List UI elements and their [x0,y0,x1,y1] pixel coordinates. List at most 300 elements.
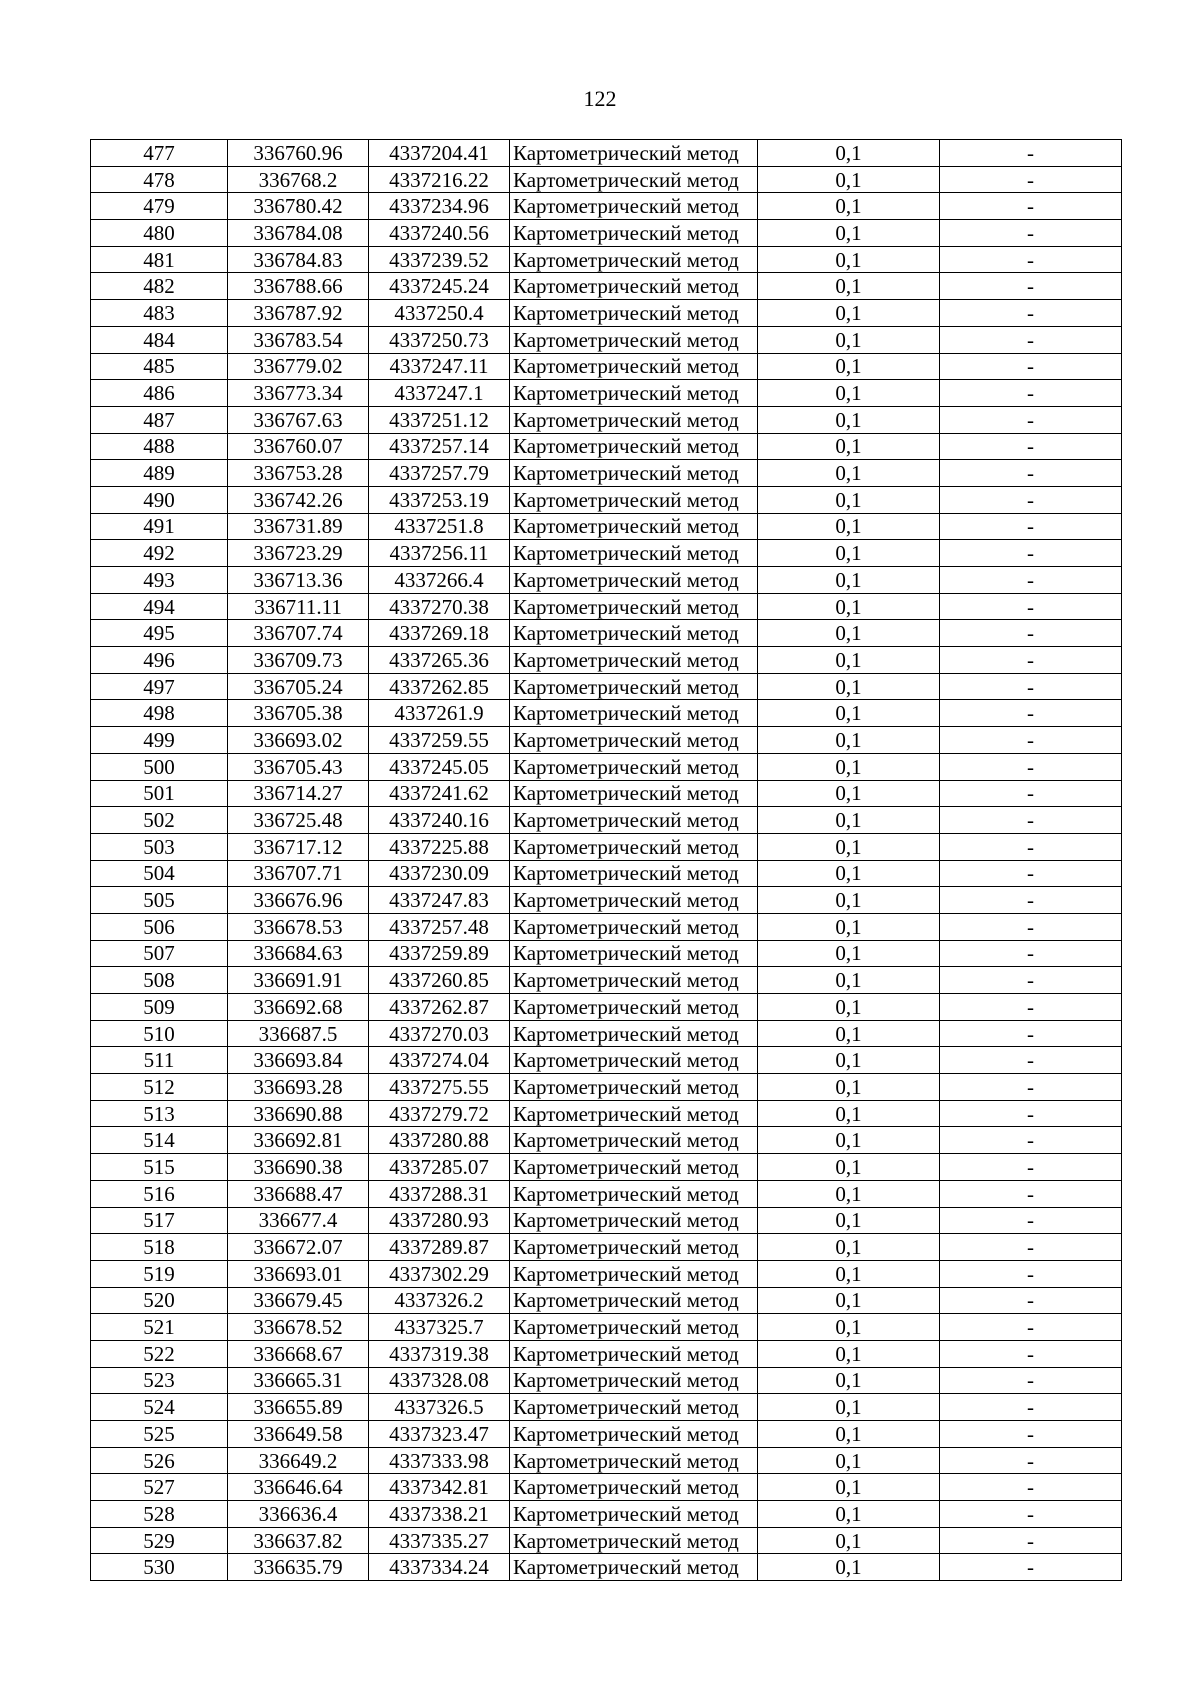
description-cell: - [940,727,1122,754]
y-coordinate-cell: 4337260.85 [369,967,510,994]
table-row [91,700,1122,727]
table-row [91,220,1122,247]
x-coordinate-cell: 336784.83 [228,246,369,273]
y-coordinate-cell: 4337270.03 [369,1020,510,1047]
point-number-cell: 513 [91,1100,228,1127]
accuracy-cell: 0,1 [758,246,940,273]
point-number-cell: 511 [91,1047,228,1074]
description-cell: - [940,940,1122,967]
accuracy-cell: 0,1 [758,1207,940,1234]
y-coordinate-cell: 4337274.04 [369,1047,510,1074]
x-coordinate-cell: 336687.5 [228,1020,369,1047]
description-cell: - [940,620,1122,647]
point-number-cell: 480 [91,220,228,247]
description-cell: - [940,273,1122,300]
y-coordinate-cell: 4337334.24 [369,1554,510,1581]
x-coordinate-cell: 336665.31 [228,1367,369,1394]
description-cell: - [940,1260,1122,1287]
method-cell: Картометрический метод [510,807,758,834]
y-coordinate-cell: 4337259.89 [369,940,510,967]
table-row [91,1100,1122,1127]
table-row [91,246,1122,273]
accuracy-cell: 0,1 [758,1234,940,1261]
method-cell: Картометрический метод [510,540,758,567]
method-cell: Картометрический метод [510,1020,758,1047]
method-cell: Картометрический метод [510,593,758,620]
accuracy-cell: 0,1 [758,486,940,513]
table-row [91,860,1122,887]
table-row [91,780,1122,807]
accuracy-cell: 0,1 [758,860,940,887]
x-coordinate-cell: 336672.07 [228,1234,369,1261]
point-number-cell: 482 [91,273,228,300]
method-cell: Картометрический метод [510,300,758,327]
method-cell: Картометрический метод [510,1314,758,1341]
point-number-cell: 507 [91,940,228,967]
description-cell: - [940,353,1122,380]
point-number-cell: 488 [91,433,228,460]
description-cell: - [940,913,1122,940]
method-cell: Картометрический метод [510,780,758,807]
y-coordinate-cell: 4337251.8 [369,513,510,540]
description-cell: - [940,780,1122,807]
accuracy-cell: 0,1 [758,1447,940,1474]
method-cell: Картометрический метод [510,513,758,540]
point-number-cell: 483 [91,300,228,327]
table-row [91,647,1122,674]
table-row [91,193,1122,220]
y-coordinate-cell: 4337326.2 [369,1287,510,1314]
y-coordinate-cell: 4337269.18 [369,620,510,647]
x-coordinate-cell: 336788.66 [228,273,369,300]
description-cell: - [940,1020,1122,1047]
x-coordinate-cell: 336693.02 [228,727,369,754]
method-cell: Картометрический метод [510,673,758,700]
description-cell: - [940,1527,1122,1554]
x-coordinate-cell: 336784.08 [228,220,369,247]
description-cell: - [940,1154,1122,1181]
method-cell: Картометрический метод [510,433,758,460]
description-cell: - [940,1047,1122,1074]
accuracy-cell: 0,1 [758,593,940,620]
y-coordinate-cell: 4337262.85 [369,673,510,700]
y-coordinate-cell: 4337247.83 [369,887,510,914]
y-coordinate-cell: 4337288.31 [369,1180,510,1207]
y-coordinate-cell: 4337333.98 [369,1447,510,1474]
accuracy-cell: 0,1 [758,1394,940,1421]
accuracy-cell: 0,1 [758,967,940,994]
accuracy-cell: 0,1 [758,567,940,594]
point-number-cell: 526 [91,1447,228,1474]
description-cell: - [940,807,1122,834]
x-coordinate-cell: 336693.01 [228,1260,369,1287]
accuracy-cell: 0,1 [758,1287,940,1314]
method-cell: Картометрический метод [510,1234,758,1261]
accuracy-cell: 0,1 [758,1100,940,1127]
method-cell: Картометрический метод [510,1287,758,1314]
table-row [91,727,1122,754]
method-cell: Картометрический метод [510,567,758,594]
description-cell: - [940,1127,1122,1154]
description-cell: - [940,860,1122,887]
accuracy-cell: 0,1 [758,994,940,1021]
table-row [91,620,1122,647]
accuracy-cell: 0,1 [758,273,940,300]
x-coordinate-cell: 336779.02 [228,353,369,380]
table-row [91,1527,1122,1554]
y-coordinate-cell: 4337245.05 [369,753,510,780]
point-number-cell: 487 [91,406,228,433]
description-cell: - [940,193,1122,220]
method-cell: Картометрический метод [510,1047,758,1074]
point-number-cell: 515 [91,1154,228,1181]
point-number-cell: 502 [91,807,228,834]
point-number-cell: 485 [91,353,228,380]
accuracy-cell: 0,1 [758,1367,940,1394]
accuracy-cell: 0,1 [758,780,940,807]
y-coordinate-cell: 4337262.87 [369,994,510,1021]
method-cell: Картометрический метод [510,246,758,273]
method-cell: Картометрический метод [510,1207,758,1234]
method-cell: Картометрический метод [510,753,758,780]
y-coordinate-cell: 4337240.16 [369,807,510,834]
description-cell: - [940,1394,1122,1421]
coordinates-table [90,139,1122,1581]
method-cell: Картометрический метод [510,486,758,513]
x-coordinate-cell: 336688.47 [228,1180,369,1207]
point-number-cell: 481 [91,246,228,273]
method-cell: Картометрический метод [510,1394,758,1421]
x-coordinate-cell: 336768.2 [228,166,369,193]
x-coordinate-cell: 336684.63 [228,940,369,967]
table-row [91,1234,1122,1261]
x-coordinate-cell: 336655.89 [228,1394,369,1421]
point-number-cell: 521 [91,1314,228,1341]
x-coordinate-cell: 336678.53 [228,913,369,940]
accuracy-cell: 0,1 [758,140,940,167]
method-cell: Картометрический метод [510,1527,758,1554]
table-row [91,1367,1122,1394]
description-cell: - [940,1474,1122,1501]
x-coordinate-cell: 336753.28 [228,460,369,487]
table-row [91,540,1122,567]
method-cell: Картометрический метод [510,220,758,247]
accuracy-cell: 0,1 [758,1260,940,1287]
table-row [91,940,1122,967]
point-number-cell: 509 [91,994,228,1021]
point-number-cell: 503 [91,833,228,860]
page-number: 122 [583,86,617,111]
method-cell: Картометрический метод [510,994,758,1021]
table-row [91,1207,1122,1234]
table-row [91,273,1122,300]
point-number-cell: 523 [91,1367,228,1394]
y-coordinate-cell: 4337247.1 [369,380,510,407]
y-coordinate-cell: 4337280.93 [369,1207,510,1234]
point-number-cell: 527 [91,1474,228,1501]
accuracy-cell: 0,1 [758,220,940,247]
table-row [91,1554,1122,1581]
point-number-cell: 477 [91,140,228,167]
x-coordinate-cell: 336693.28 [228,1074,369,1101]
description-cell: - [940,1314,1122,1341]
accuracy-cell: 0,1 [758,460,940,487]
accuracy-cell: 0,1 [758,300,940,327]
method-cell: Картометрический метод [510,1154,758,1181]
accuracy-cell: 0,1 [758,700,940,727]
y-coordinate-cell: 4337257.48 [369,913,510,940]
y-coordinate-cell: 4337280.88 [369,1127,510,1154]
table-row [91,300,1122,327]
point-number-cell: 491 [91,513,228,540]
y-coordinate-cell: 4337275.55 [369,1074,510,1101]
table-row [91,887,1122,914]
table-row [91,1074,1122,1101]
y-coordinate-cell: 4337302.29 [369,1260,510,1287]
table-row [91,833,1122,860]
table-row [91,460,1122,487]
description-cell: - [940,300,1122,327]
description-cell: - [940,1367,1122,1394]
description-cell: - [940,326,1122,353]
x-coordinate-cell: 336731.89 [228,513,369,540]
coordinates-table-body [91,140,1122,1581]
accuracy-cell: 0,1 [758,1154,940,1181]
x-coordinate-cell: 336637.82 [228,1527,369,1554]
description-cell: - [940,433,1122,460]
x-coordinate-cell: 336714.27 [228,780,369,807]
description-cell: - [940,460,1122,487]
method-cell: Картометрический метод [510,273,758,300]
description-cell: - [940,166,1122,193]
accuracy-cell: 0,1 [758,913,940,940]
table-row [91,166,1122,193]
x-coordinate-cell: 336676.96 [228,887,369,914]
x-coordinate-cell: 336677.4 [228,1207,369,1234]
y-coordinate-cell: 4337323.47 [369,1421,510,1448]
description-cell: - [940,753,1122,780]
table-row [91,593,1122,620]
table-row [91,406,1122,433]
y-coordinate-cell: 4337328.08 [369,1367,510,1394]
accuracy-cell: 0,1 [758,1501,940,1528]
point-number-cell: 490 [91,486,228,513]
point-number-cell: 501 [91,780,228,807]
point-number-cell: 484 [91,326,228,353]
description-cell: - [940,540,1122,567]
accuracy-cell: 0,1 [758,940,940,967]
point-number-cell: 522 [91,1340,228,1367]
method-cell: Картометрический метод [510,940,758,967]
point-number-cell: 499 [91,727,228,754]
method-cell: Картометрический метод [510,1180,758,1207]
table-row [91,967,1122,994]
x-coordinate-cell: 336707.74 [228,620,369,647]
y-coordinate-cell: 4337253.19 [369,486,510,513]
x-coordinate-cell: 336636.4 [228,1501,369,1528]
description-cell: - [940,513,1122,540]
point-number-cell: 506 [91,913,228,940]
y-coordinate-cell: 4337256.11 [369,540,510,567]
table-row [91,1501,1122,1528]
accuracy-cell: 0,1 [758,807,940,834]
y-coordinate-cell: 4337338.21 [369,1501,510,1528]
y-coordinate-cell: 4337245.24 [369,273,510,300]
x-coordinate-cell: 336635.79 [228,1554,369,1581]
method-cell: Картометрический метод [510,193,758,220]
x-coordinate-cell: 336705.38 [228,700,369,727]
table-row [91,1287,1122,1314]
table-row [91,140,1122,167]
x-coordinate-cell: 336760.96 [228,140,369,167]
x-coordinate-cell: 336713.36 [228,567,369,594]
point-number-cell: 500 [91,753,228,780]
method-cell: Картометрический метод [510,860,758,887]
x-coordinate-cell: 336649.58 [228,1421,369,1448]
point-number-cell: 494 [91,593,228,620]
y-coordinate-cell: 4337204.41 [369,140,510,167]
y-coordinate-cell: 4337251.12 [369,406,510,433]
method-cell: Картометрический метод [510,166,758,193]
method-cell: Картометрический метод [510,700,758,727]
x-coordinate-cell: 336668.67 [228,1340,369,1367]
x-coordinate-cell: 336692.68 [228,994,369,1021]
point-number-cell: 512 [91,1074,228,1101]
description-cell: - [940,887,1122,914]
x-coordinate-cell: 336780.42 [228,193,369,220]
accuracy-cell: 0,1 [758,647,940,674]
y-coordinate-cell: 4337335.27 [369,1527,510,1554]
point-number-cell: 516 [91,1180,228,1207]
accuracy-cell: 0,1 [758,513,940,540]
x-coordinate-cell: 336692.81 [228,1127,369,1154]
method-cell: Картометрический метод [510,620,758,647]
method-cell: Картометрический метод [510,1367,758,1394]
table-row [91,567,1122,594]
x-coordinate-cell: 336705.24 [228,673,369,700]
x-coordinate-cell: 336709.73 [228,647,369,674]
point-number-cell: 495 [91,620,228,647]
description-cell: - [940,967,1122,994]
table-row [91,1421,1122,1448]
method-cell: Картометрический метод [510,1501,758,1528]
point-number-cell: 528 [91,1501,228,1528]
x-coordinate-cell: 336691.91 [228,967,369,994]
y-coordinate-cell: 4337230.09 [369,860,510,887]
description-cell: - [940,567,1122,594]
accuracy-cell: 0,1 [758,1020,940,1047]
description-cell: - [940,140,1122,167]
point-number-cell: 479 [91,193,228,220]
table-row [91,1127,1122,1154]
description-cell: - [940,700,1122,727]
y-coordinate-cell: 4337285.07 [369,1154,510,1181]
y-coordinate-cell: 4337319.38 [369,1340,510,1367]
table-row [91,433,1122,460]
method-cell: Картометрический метод [510,353,758,380]
table-row [91,486,1122,513]
x-coordinate-cell: 336767.63 [228,406,369,433]
description-cell: - [940,1501,1122,1528]
method-cell: Картометрический метод [510,326,758,353]
x-coordinate-cell: 336711.11 [228,593,369,620]
description-cell: - [940,220,1122,247]
description-cell: - [940,1447,1122,1474]
description-cell: - [940,1234,1122,1261]
accuracy-cell: 0,1 [758,406,940,433]
accuracy-cell: 0,1 [758,1047,940,1074]
table-row [91,1154,1122,1181]
x-coordinate-cell: 336679.45 [228,1287,369,1314]
point-number-cell: 496 [91,647,228,674]
y-coordinate-cell: 4337250.4 [369,300,510,327]
point-number-cell: 519 [91,1260,228,1287]
point-number-cell: 505 [91,887,228,914]
y-coordinate-cell: 4337247.11 [369,353,510,380]
description-cell: - [940,380,1122,407]
method-cell: Картометрический метод [510,140,758,167]
table-row [91,1047,1122,1074]
table-row [91,353,1122,380]
x-coordinate-cell: 336690.38 [228,1154,369,1181]
table-row [91,994,1122,1021]
method-cell: Картометрический метод [510,1447,758,1474]
description-cell: - [940,833,1122,860]
point-number-cell: 514 [91,1127,228,1154]
point-number-cell: 517 [91,1207,228,1234]
accuracy-cell: 0,1 [758,353,940,380]
accuracy-cell: 0,1 [758,380,940,407]
x-coordinate-cell: 336773.34 [228,380,369,407]
table-row [91,753,1122,780]
description-cell: - [940,593,1122,620]
accuracy-cell: 0,1 [758,326,940,353]
accuracy-cell: 0,1 [758,833,940,860]
y-coordinate-cell: 4337234.96 [369,193,510,220]
description-cell: - [940,1180,1122,1207]
method-cell: Картометрический метод [510,1340,758,1367]
x-coordinate-cell: 336725.48 [228,807,369,834]
y-coordinate-cell: 4337257.14 [369,433,510,460]
method-cell: Картометрический метод [510,1260,758,1287]
x-coordinate-cell: 336690.88 [228,1100,369,1127]
method-cell: Картометрический метод [510,887,758,914]
y-coordinate-cell: 4337265.36 [369,647,510,674]
method-cell: Картометрический метод [510,647,758,674]
table-row [91,1447,1122,1474]
accuracy-cell: 0,1 [758,620,940,647]
y-coordinate-cell: 4337326.5 [369,1394,510,1421]
accuracy-cell: 0,1 [758,1554,940,1581]
point-number-cell: 529 [91,1527,228,1554]
point-number-cell: 486 [91,380,228,407]
accuracy-cell: 0,1 [758,166,940,193]
accuracy-cell: 0,1 [758,1340,940,1367]
y-coordinate-cell: 4337259.55 [369,727,510,754]
description-cell: - [940,647,1122,674]
description-cell: - [940,1421,1122,1448]
table-row [91,1314,1122,1341]
point-number-cell: 478 [91,166,228,193]
point-number-cell: 520 [91,1287,228,1314]
x-coordinate-cell: 336717.12 [228,833,369,860]
x-coordinate-cell: 336723.29 [228,540,369,567]
method-cell: Картометрический метод [510,1100,758,1127]
description-cell: - [940,406,1122,433]
method-cell: Картометрический метод [510,406,758,433]
y-coordinate-cell: 4337261.9 [369,700,510,727]
accuracy-cell: 0,1 [758,727,940,754]
